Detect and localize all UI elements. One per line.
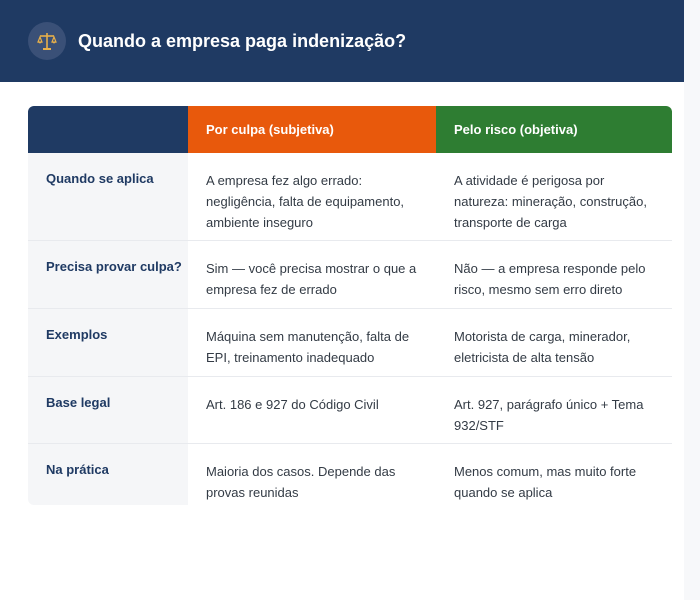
cell-risco: Menos comum, mas muito forte quando se aplica bbox=[436, 443, 672, 505]
header-cell-risco: Pelo risco (objetiva) bbox=[436, 106, 672, 153]
table-row bbox=[28, 153, 672, 240]
cell-culpa: Máquina sem manutenção, falta de EPI, treinamento inadequado bbox=[188, 308, 436, 376]
cell-risco: Art. 927, parágrafo único + Tema 932/STF bbox=[436, 376, 672, 443]
cell-culpa: Maioria dos casos. Depende das provas reunidas bbox=[188, 443, 436, 505]
table-row bbox=[28, 308, 672, 376]
page-title: Quando a empresa paga indenização? bbox=[78, 30, 407, 51]
table-row bbox=[28, 376, 672, 443]
table-row bbox=[28, 240, 672, 308]
cell-risco: A atividade é perigosa por natureza: mineração, construção, transporte de carga bbox=[454, 173, 647, 230]
cell-risco: Motorista de carga, minerador, eletricista de alta tensão bbox=[436, 308, 672, 376]
cell-culpa: A empresa fez algo errado: negligência, falta de equipamento, ambiente inseguro bbox=[206, 173, 405, 230]
header-cell-empty bbox=[28, 106, 188, 153]
comparison-table bbox=[28, 106, 672, 505]
table-row bbox=[28, 443, 672, 505]
header-cell-culpa: Por culpa (subjetiva) bbox=[188, 106, 436, 153]
table-header-row bbox=[28, 106, 672, 153]
row-label: Base legal bbox=[28, 376, 188, 443]
cell-risco: Não — a empresa responde pelo risco, mesmo sem erro direto bbox=[436, 240, 672, 308]
page-header bbox=[0, 0, 684, 82]
cell-culpa: Sim — você precisa mostrar o que a empresa fez de errado bbox=[188, 240, 436, 308]
row-label: Na prática bbox=[28, 443, 188, 505]
scales-icon bbox=[28, 22, 66, 60]
row-label: Exemplos bbox=[28, 308, 188, 376]
row-label: Quando se aplica bbox=[28, 153, 188, 240]
row-label: Precisa provar culpa? bbox=[28, 240, 188, 308]
scrollbar[interactable] bbox=[684, 0, 700, 600]
cell-culpa: Art. 186 e 927 do Código Civil bbox=[188, 376, 436, 443]
